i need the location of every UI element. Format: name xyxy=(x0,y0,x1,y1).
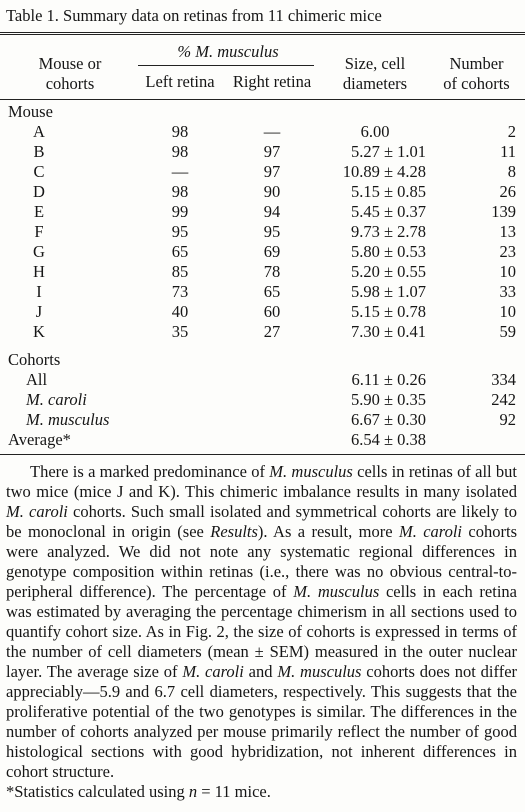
notes-paragraph xyxy=(6,462,517,782)
table-row xyxy=(0,162,525,184)
row-size: 7.30 ± 0.41 xyxy=(350,322,426,341)
row-size: 5.98 ± 1.07 xyxy=(350,282,426,301)
row-number: 139 xyxy=(491,202,516,221)
row-name: G xyxy=(33,242,45,261)
table-row xyxy=(0,122,525,144)
table-row-average xyxy=(0,430,525,452)
header-number-2: of cohorts xyxy=(443,74,510,93)
row-right: 97 xyxy=(263,162,281,181)
notes-text-run: cells in retinas of all but two mice (mice J and K). This chimeric imbalance results in many isolated xyxy=(6,462,518,501)
row-number: 8 xyxy=(507,162,516,181)
row-size: 6.00 xyxy=(360,122,390,141)
row-right: 97 xyxy=(263,142,281,161)
row-name: E xyxy=(33,202,45,221)
notes-text-run: Results xyxy=(210,522,258,541)
row-size: 9.73 ± 2.78 xyxy=(350,222,426,241)
row-number: 13 xyxy=(499,222,516,241)
row-right: 69 xyxy=(263,242,281,261)
average-label: Average* xyxy=(8,430,71,449)
table-row xyxy=(0,390,525,412)
row-name: M. caroli xyxy=(26,390,87,409)
average-size: 6.54 ± 0.38 xyxy=(350,430,426,449)
header-right-retina: Right retina xyxy=(232,72,312,91)
row-number: 92 xyxy=(499,410,516,429)
row-left: 99 xyxy=(171,202,189,221)
row-name: C xyxy=(33,162,45,181)
row-size: 5.45 ± 0.37 xyxy=(350,202,426,221)
row-name: M. musculus xyxy=(26,410,110,429)
row-number: 2 xyxy=(507,122,516,141)
notes-text-run: cohorts were analyzed. We did not note any systematic regional differences in genotype composition within retinas (i.e., there was no obvious central-to-peripheral difference). The percentage of xyxy=(6,522,517,601)
table-row xyxy=(0,262,525,284)
row-number: 23 xyxy=(499,242,516,261)
row-left: 65 xyxy=(171,242,189,261)
header-left-retina: Left retina xyxy=(145,72,215,91)
notes-text-run: M. caroli xyxy=(398,522,463,541)
row-left: 73 xyxy=(171,282,189,301)
notes-text-run: M. musculus xyxy=(269,462,353,481)
top-rule-2 xyxy=(0,34,525,35)
row-number: 59 xyxy=(499,322,516,341)
row-left: 40 xyxy=(171,302,189,321)
section-label-cohorts: Cohorts xyxy=(8,350,61,369)
notes-text-run: M. musculus xyxy=(293,582,380,601)
row-size: 5.15 ± 0.85 xyxy=(350,182,426,201)
row-name: All xyxy=(26,370,48,389)
notes-text-run: M. caroli xyxy=(182,662,244,681)
row-right: 65 xyxy=(263,282,281,301)
row-name: K xyxy=(33,322,45,341)
row-right: 78 xyxy=(263,262,281,281)
notes-text-run: M. musculus xyxy=(277,662,362,681)
table-row xyxy=(0,282,525,304)
table-row xyxy=(0,410,525,432)
notes-text-run: ). As a result, more xyxy=(257,522,399,541)
row-right: 60 xyxy=(263,302,281,321)
table-row xyxy=(0,370,525,392)
row-left: 98 xyxy=(171,122,189,141)
notes-text-run: n xyxy=(188,782,198,801)
notes-text-run: There is a marked predominance of xyxy=(30,462,270,481)
row-size: 5.27 ± 1.01 xyxy=(350,142,426,161)
notes-text-run: = 11 mice. xyxy=(197,782,271,801)
table-caption: Table 1. Summary data on retinas from 11 chimeric mice xyxy=(6,6,382,25)
row-number: 10 xyxy=(499,262,516,281)
row-number: 33 xyxy=(499,282,516,301)
row-name: B xyxy=(33,142,45,161)
row-name: F xyxy=(34,222,44,241)
notes-text-run: cells in each retina was estimated by averaging the percentage chimerism in all sections used to quantify cohort size. As in Fig. 2, the size of cohorts is expressed in terms of the number of cell diameters (mean ± SEM) measured in the outer nuclear layer. The average size of xyxy=(6,582,517,681)
row-name: J xyxy=(35,302,43,321)
row-name: H xyxy=(33,262,45,281)
row-left: 35 xyxy=(171,322,189,341)
bottom-rule xyxy=(0,454,525,455)
row-left: 98 xyxy=(171,142,189,161)
row-left: 98 xyxy=(171,182,189,201)
header-size-2: diameters xyxy=(342,74,408,93)
notes-text-run: cohorts. Such small isolated and symmetrical cohorts are likely to be monoclonal in origin (see xyxy=(6,502,517,541)
row-right: 27 xyxy=(263,322,281,341)
row-number: 26 xyxy=(499,182,516,201)
table-notes xyxy=(6,462,517,802)
row-right: — xyxy=(263,122,281,141)
header-cohorts: cohorts xyxy=(45,74,95,93)
table-row xyxy=(0,202,525,224)
row-size: 5.90 ± 0.35 xyxy=(350,390,426,409)
table-row xyxy=(0,182,525,204)
notes-text-run: *Statistics calculated using xyxy=(6,782,189,801)
row-name: I xyxy=(36,282,42,301)
row-size: 5.15 ± 0.78 xyxy=(350,302,426,321)
header-group-rule xyxy=(138,65,314,66)
row-number: 11 xyxy=(500,142,516,161)
row-number: 10 xyxy=(499,302,516,321)
notes-text-run: cohorts does not differ appreciably—5.9 and 6.7 cell diameters, respectively. This suggests that the proliferative potential of the two genotypes is similar. The differences in the number of cohorts analyzed per mouse primarily reflect the number of good histological sections with good hybridization, not inherent differences in cohort structure. xyxy=(6,662,518,781)
row-name: A xyxy=(33,122,45,141)
table-row xyxy=(0,302,525,324)
row-size: 10.89 ± 4.28 xyxy=(342,162,426,181)
row-size: 6.67 ± 0.30 xyxy=(350,410,426,429)
table-row xyxy=(0,222,525,244)
row-name: D xyxy=(33,182,45,201)
header-number-1: Number xyxy=(449,54,504,73)
row-number: 242 xyxy=(491,390,516,409)
row-number: 334 xyxy=(491,370,516,389)
section-label-mouse: Mouse xyxy=(8,102,53,121)
row-right: 95 xyxy=(263,222,281,241)
table-row xyxy=(0,242,525,264)
row-size: 6.11 ± 0.26 xyxy=(351,370,426,389)
top-rule xyxy=(0,32,525,33)
header-pct-group: % M. musculus xyxy=(177,42,279,61)
row-right: 90 xyxy=(263,182,281,201)
row-size: 5.80 ± 0.53 xyxy=(350,242,426,261)
row-size: 5.20 ± 0.55 xyxy=(350,262,426,281)
row-left: 85 xyxy=(171,262,189,281)
header-size-1: Size, cell xyxy=(344,54,406,73)
table-row xyxy=(0,142,525,164)
notes-footnote xyxy=(6,782,517,802)
table-row xyxy=(0,322,525,344)
header-mouse-or: Mouse or xyxy=(38,54,102,73)
header-rule xyxy=(0,99,525,100)
row-right: 94 xyxy=(263,202,281,221)
notes-text-run: M. caroli xyxy=(6,502,68,521)
notes-text-run: and xyxy=(243,662,278,681)
row-left: 95 xyxy=(171,222,189,241)
row-left: — xyxy=(171,162,189,181)
